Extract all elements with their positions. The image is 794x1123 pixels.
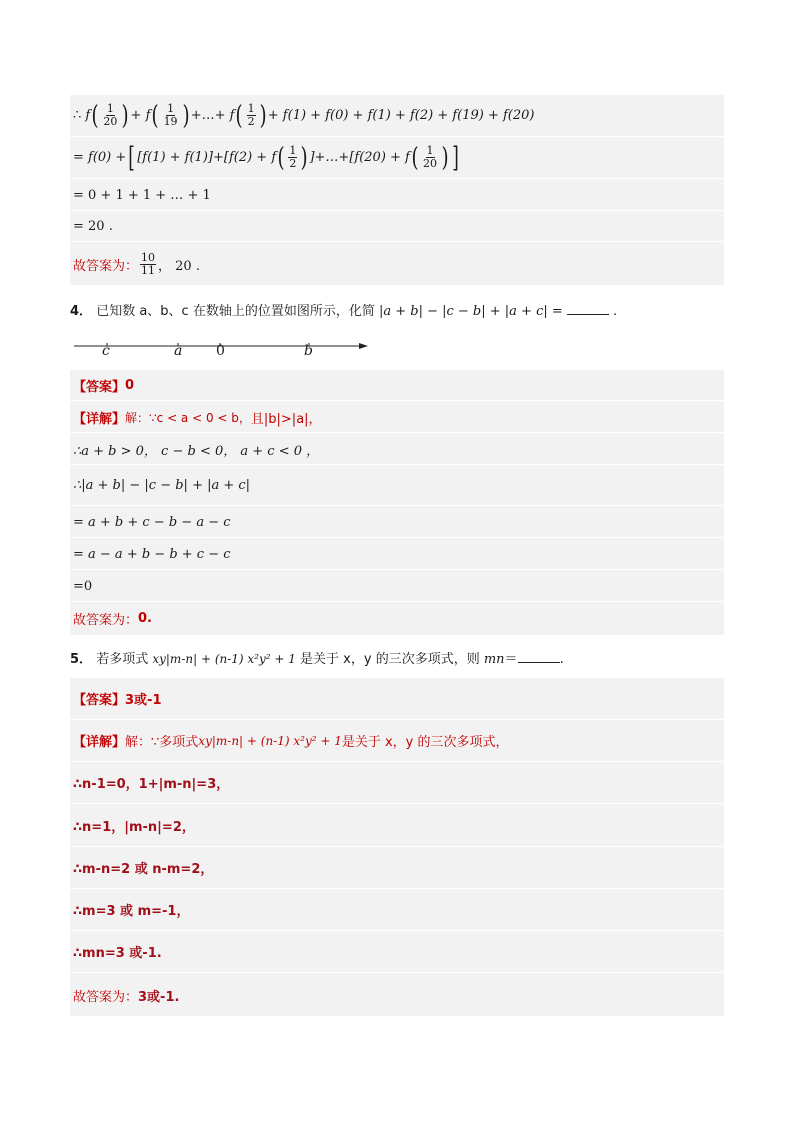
detail-line-q5-6: ∴mn=3 或-1.: [70, 931, 724, 973]
axis-label-0: 0: [216, 343, 225, 359]
formula-line-4: = 20 .: [70, 211, 724, 242]
axis-label-a: a: [174, 343, 183, 359]
answer-blank[interactable]: [567, 302, 609, 315]
question-5: 5． 若多项式 xy|m-n| + (n-1) x²y² + 1 是关于 x，y 的三次多项式，则 mn＝ .: [70, 652, 564, 667]
fraction: $\frac{1}{20}$: [423, 144, 438, 170]
fraction: $\frac{1}{2}$: [247, 102, 255, 128]
detail-line-q4-3: ∴|a + b| − |c − b| + |a + c|: [70, 466, 724, 506]
fraction: $\frac{1}{19}$: [163, 102, 178, 128]
answer-line-q4: 【答案】 0: [70, 370, 724, 401]
fraction: $\frac{1}{2}$: [289, 144, 297, 170]
detail-line-q5-5: ∴m=3 或 m=-1，: [70, 889, 724, 931]
detail-line-q5-1: 【详解】 解：∵多项式 xy|m-n| + (n-1) x²y² + 1 是关于 x，y 的三次多项式，: [70, 720, 724, 762]
formula-line-2: = f(0) + [ [f(1) + f(1)] +[f(2) + f ( $\frac{1}{2}$ ) ]+…+[f(20) + f ( $\frac{1}{20}$ ) ]: [70, 137, 724, 179]
answer-blank[interactable]: [518, 650, 560, 663]
formula-line-1: ∴ f ( $\frac{1}{20}$ ) + f ( $\frac{1}{19}$ ) +…+ f ( $\frac{1}{2}$ ) + f(1) + f(0) + f(1) + f(2) + f(19) + f(20): [70, 95, 724, 137]
final-answer-line-q5: 故答案为： 3或-1.: [73, 989, 180, 1005]
axis-label-c: c: [102, 343, 110, 359]
question-4: 4． 已知数 a、b、c 在数轴上的位置如图所示，化简 |a + b| − |c − b| + |a + c| = .: [70, 304, 618, 319]
detail-line-q5-4: ∴m-n=2 或 n-m=2，: [70, 847, 724, 889]
final-answer-line-top: 故答案为： $\frac{10}{11}$ ， 20 .: [73, 250, 200, 277]
number-line: [70, 336, 380, 366]
detail-line-q5-3: ∴n=1，|m-n|=2，: [70, 805, 724, 847]
detail-line-q4-2: ∴a + b > 0， c − b < 0， a + c < 0 ，: [70, 434, 724, 465]
detail-line-q4-4: = a + b + c − b − a − c: [70, 507, 724, 538]
detail-line-q4-1: 【详解】 解：∵c < a < 0 < b， 且|b|>|a|，: [70, 402, 724, 433]
axis-label-b: b: [304, 343, 313, 359]
detail-line-q5-2: ∴n-1=0，1+|m-n|=3，: [70, 762, 724, 804]
detail-line-q4-6: =0: [70, 571, 724, 602]
final-answer-line-q4: 故答案为： 0.: [73, 611, 152, 628]
fraction: $\frac{1}{20}$: [103, 102, 118, 128]
fraction: $\frac{10}{11}$: [141, 250, 156, 277]
formula-line-3: = 0 + 1 + 1 + … + 1: [70, 180, 724, 211]
answer-line-q5: 【答案】 3或-1: [70, 678, 724, 720]
detail-line-q4-5: = a − a + b − b + c − c: [70, 539, 724, 570]
